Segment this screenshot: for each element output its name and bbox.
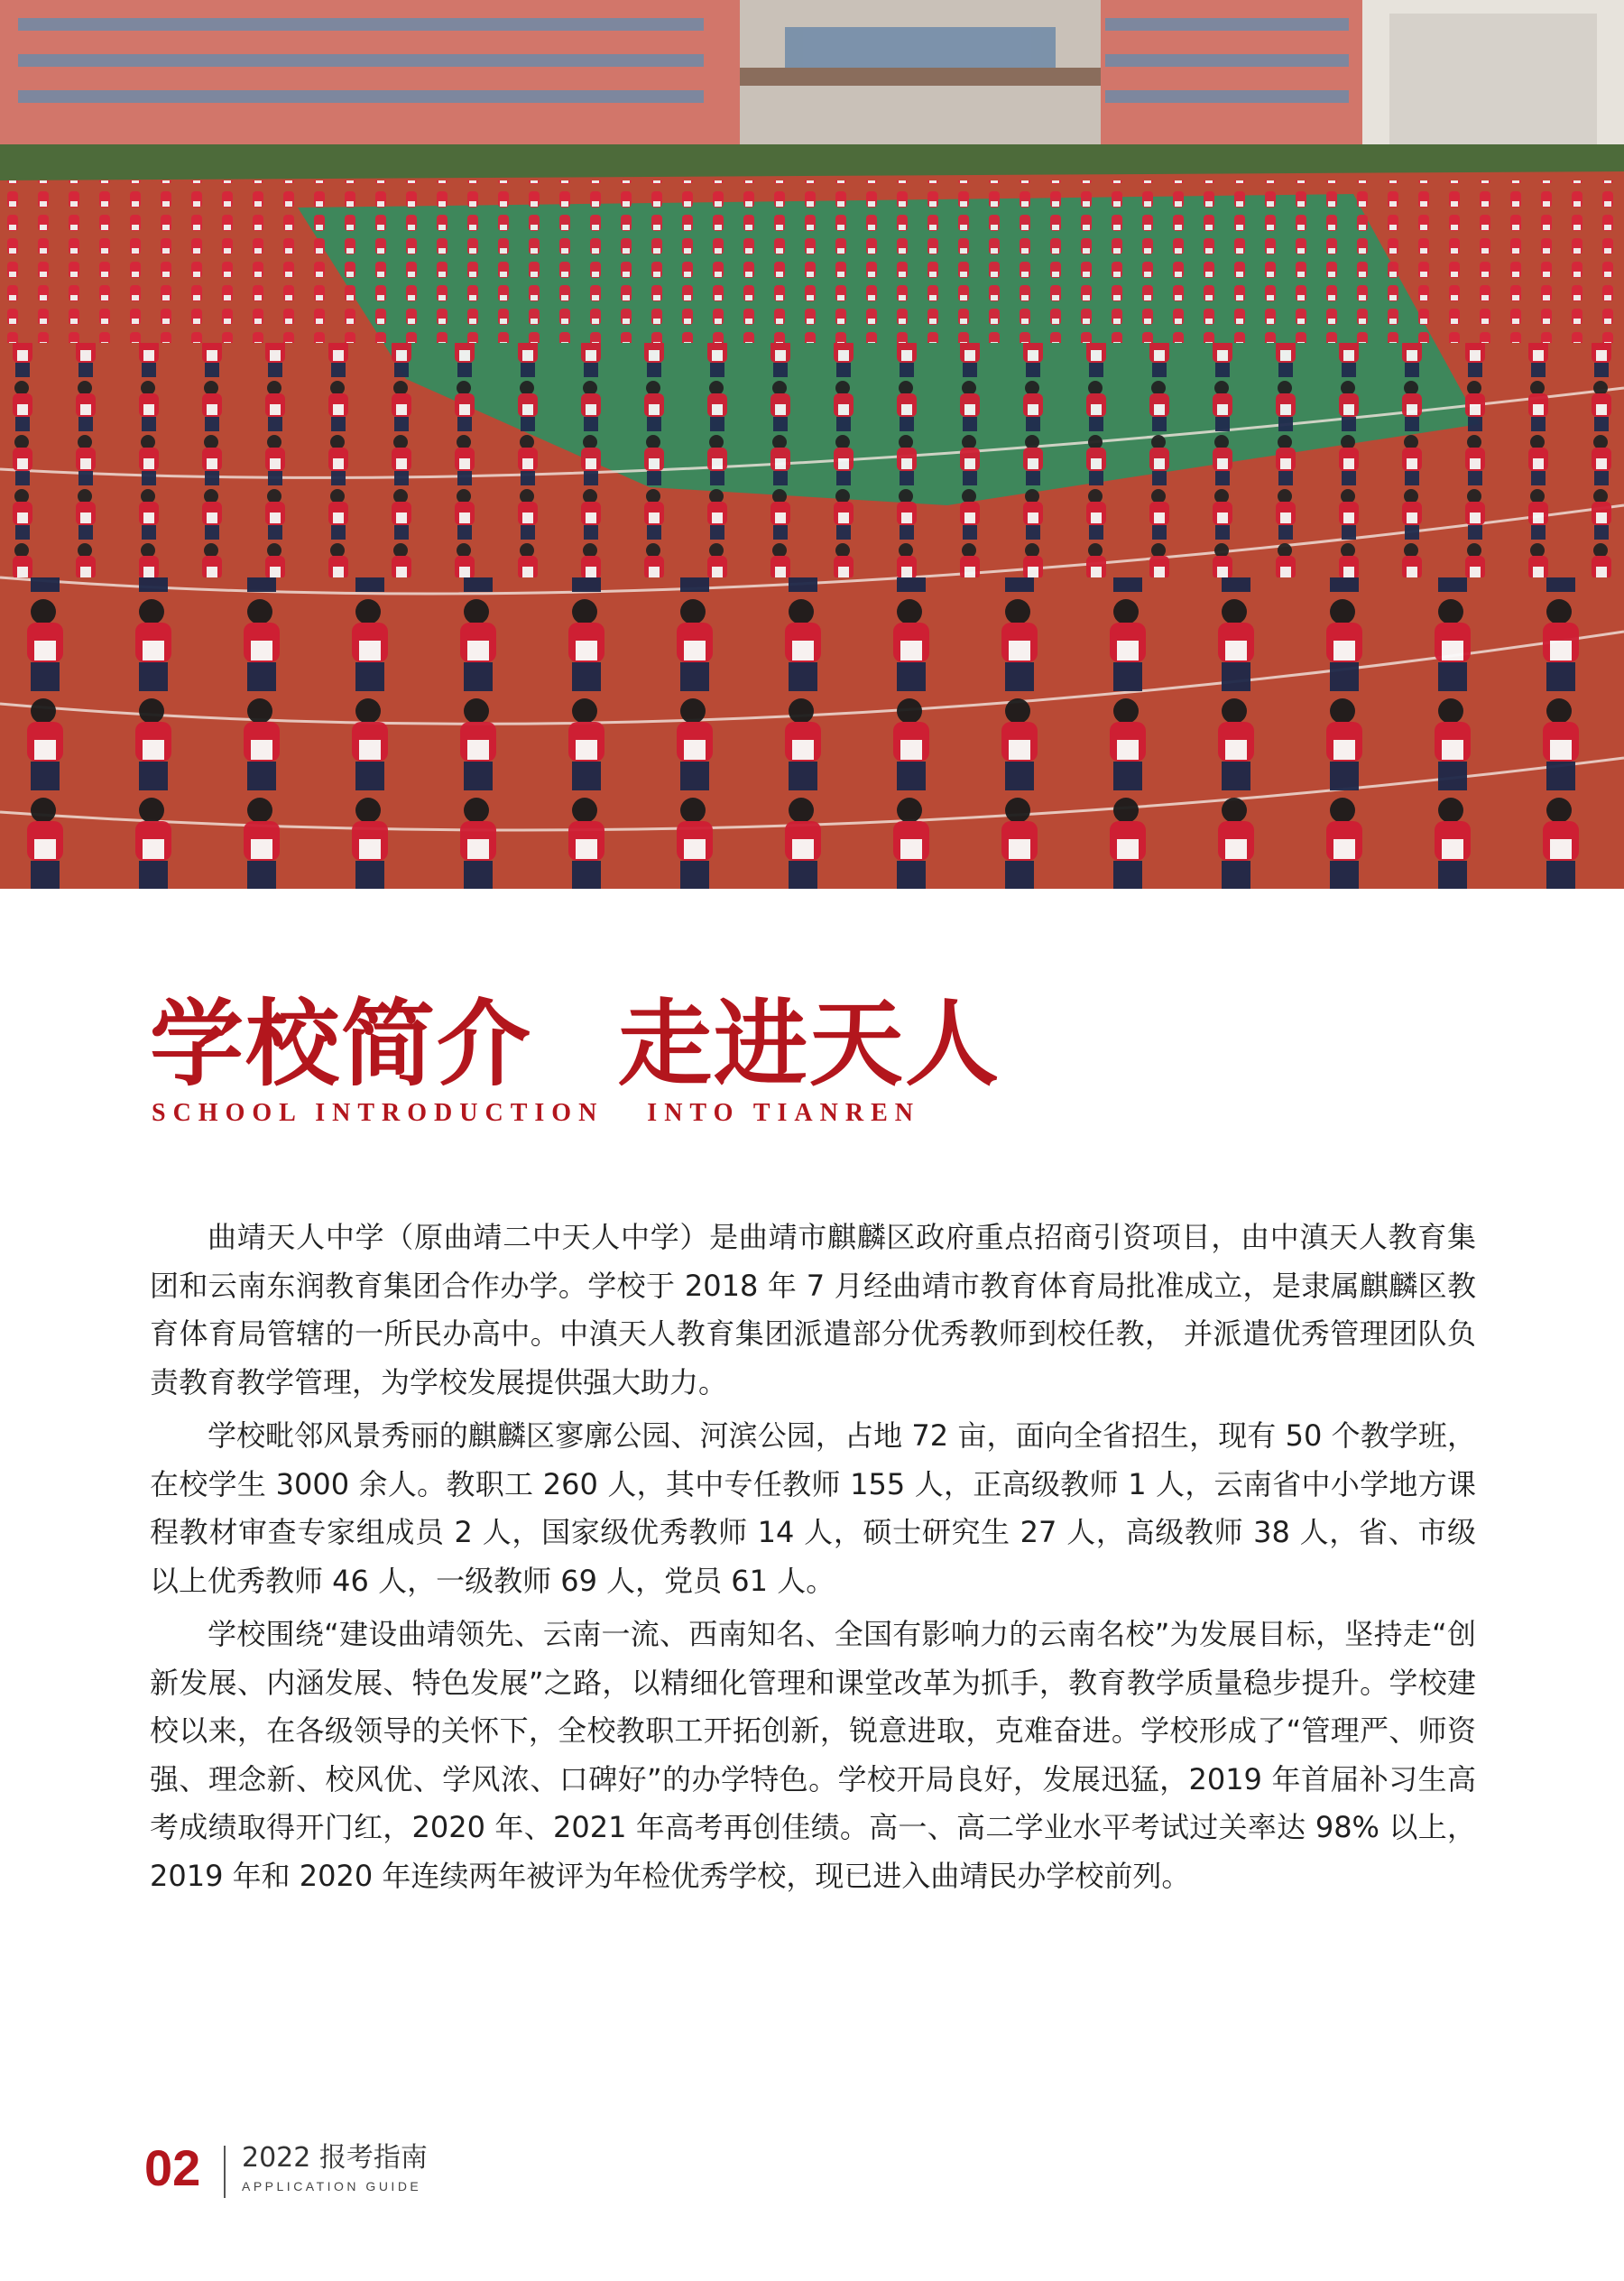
school-assembly-photo — [0, 0, 1624, 889]
page-title — [150, 988, 1001, 1099]
guide-subtitle: APPLICATION GUIDE — [242, 2179, 422, 2193]
subtitle-part-2: INTO TIANREN — [647, 1099, 920, 1127]
introduction-text — [150, 1214, 1476, 1906]
footer-divider — [224, 2146, 226, 2198]
page-subtitle — [152, 1099, 920, 1128]
subtitle-part-1: SCHOOL INTRODUCTION — [152, 1099, 604, 1127]
paragraph: 曲靖天人中学（原曲靖二中天人中学）是曲靖市麒麟区政府重点招商引资项目，由中滇天人教育集团和云南东润教育集团合作办学。学校于 2018 年 7 月经曲靖市教育体育局批准成立，是隶属麒麟区教育体育局管辖的一所民办高中。中滇天人教育集团派遣部分优秀教师到校任教， 并派遣优秀管理团队负责教育教学管理，为学校发展提供强大助力。 — [150, 1220, 1476, 1399]
paragraph: 学校围绕“建设曲靖领先、云南一流、西南知名、全国有影响力的云南名校”为发展目标，坚持走“创新发展、内涵发展、特色发展”之路，以精细化管理和课堂改革为抓手，教育教学质量稳步提升。学校建校以来，在各级领导的关怀下，全校教职工开拓创新，锐意进取，克难奋进。学校形成了“管理严、师资强、理念新、校风优、学风浓、口碑好”的办学特色。学校开局良好，发展迅猛，2019 年首届补习生高考成绩取得开门红，2020 年、2021 年高考再创佳绩。高一、高二学业水平考试过关率达 98% 以上，2019 年和 2020 年连续两年被评为年检优秀学校，现已进入曲靖民办学校前列。 — [150, 1617, 1476, 1893]
title-part-2: 走进天人 — [618, 988, 1001, 1099]
paragraph: 学校毗邻风景秀丽的麒麟区寥廓公园、河滨公园，占地 72 亩，面向全省招生，现有 50 个教学班，在校学生 3000 余人。教职工 260 人，其中专任教师 155 人，正高级教师 1 人，云南省中小学地方课程教材审查专家组成员 2 人，国家级优秀教师 14 人，硕士研究生 27 人，高级教师 38 人，省、市级以上优秀教师 46 人，一级教师 69 人，党员 61 人。 — [150, 1418, 1476, 1598]
title-part-1: 学校简介 — [150, 988, 533, 1099]
guide-title: 2022 报考指南 — [242, 2142, 428, 2174]
page-number: 02 — [144, 2139, 201, 2196]
hero-photo — [0, 0, 1624, 889]
